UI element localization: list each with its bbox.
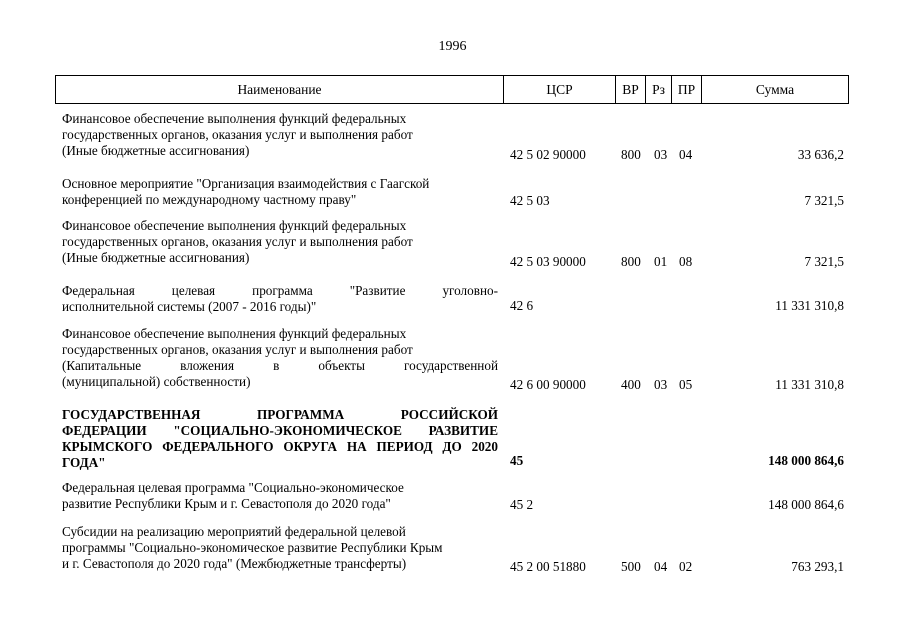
row-name-line: ГОСУДАРСТВЕННАЯ ПРОГРАММА РОССИЙСКОЙ: [62, 407, 498, 422]
row-name-line: (муниципальной) собственности): [62, 374, 251, 389]
row-csr: 42 6: [510, 298, 534, 313]
row-name-line: Федеральная целевая программа "Развитие уголовно-: [62, 283, 498, 298]
row-name-line: развитие Республики Крым и г. Севастополя до 2020 года": [62, 496, 391, 511]
row-name-line: государственных органов, оказания услуг и выполнения работ: [62, 127, 413, 142]
header-sum: Сумма: [755, 81, 795, 97]
header-vr: ВР: [616, 76, 646, 103]
row-name-line: государственных органов, оказания услуг и выполнения работ: [62, 342, 413, 357]
row-name-line: исполнительной системы (2007 - 2016 годы)": [62, 299, 317, 314]
row-vr: 800: [621, 147, 641, 162]
row-name-line: и г. Севастополя до 2020 года" (Межбюджетные трансферты): [62, 556, 407, 571]
row-rz: 01: [654, 254, 668, 269]
page-number: 1996: [438, 39, 467, 54]
row-pr: 02: [679, 559, 693, 574]
row-name-line: ГОДА": [62, 455, 106, 470]
header-csr: ЦСР: [504, 76, 616, 103]
row-vr: 500: [621, 559, 641, 574]
row-sum: 148 000 864,6: [768, 497, 844, 512]
row-name: [62, 407, 498, 471]
row-name-line: программы "Социально-экономическое развитие Республики Крым: [62, 540, 443, 555]
table-header: [55, 75, 849, 104]
row-csr: 42 5 03 90000: [510, 254, 586, 269]
row-name-line: КРЫМСКОГО ФЕДЕРАЛЬНОГО ОКРУГА НА ПЕРИОД ДО 2020: [62, 439, 498, 454]
row-name-line: ФЕДЕРАЦИИ "СОЦИАЛЬНО-ЭКОНОМИЧЕСКОЕ РАЗВИТИЕ: [62, 423, 498, 438]
row-pr: 08: [679, 254, 693, 269]
row-name-line: государственных органов, оказания услуг и выполнения работ: [62, 234, 413, 249]
row-csr: 42 5 02 90000: [510, 147, 586, 162]
header-name: Наименование: [56, 76, 504, 103]
row-rz: 03: [654, 377, 668, 392]
row-sum: 33 636,2: [797, 147, 844, 162]
row-vr: 400: [621, 377, 641, 392]
row-sum: 11 331 310,8: [775, 377, 844, 392]
row-name: [62, 111, 498, 159]
row-name-line: конференцией по международному частному праву": [62, 192, 357, 207]
row-csr: 45: [510, 453, 524, 468]
row-sum: 7 321,5: [804, 254, 844, 269]
row-csr: 45 2 00 51880: [510, 559, 586, 574]
row-name-line: Финансовое обеспечение выполнения функций федеральных: [62, 218, 407, 233]
row-sum: 7 321,5: [804, 193, 844, 208]
row-name-line: Федеральная целевая программа "Социально-экономическое: [62, 480, 404, 495]
row-name: [62, 326, 498, 390]
row-name: [62, 283, 498, 315]
row-name-line: (Капитальные вложения в объекты государственной: [62, 358, 498, 373]
row-name-line: Финансовое обеспечение выполнения функций федеральных: [62, 326, 407, 341]
row-name: [62, 218, 498, 266]
row-rz: 03: [654, 147, 668, 162]
row-csr: 42 6 00 90000: [510, 377, 586, 392]
row-pr: 05: [679, 377, 693, 392]
row-name-line: Субсидии на реализацию мероприятий федеральной целевой: [62, 524, 406, 539]
row-name-line: Финансовое обеспечение выполнения функций федеральных: [62, 111, 407, 126]
row-name-line: Основное мероприятие "Организация взаимодействия с Гаагской: [62, 176, 430, 191]
row-sum: 11 331 310,8: [775, 298, 844, 313]
row-name: [62, 524, 498, 572]
row-name: [62, 176, 498, 208]
row-sum: 763 293,1: [791, 559, 844, 574]
row-name-line: (Иные бюджетные ассигнования): [62, 143, 250, 158]
header-pr: ПР: [672, 76, 702, 103]
row-vr: 800: [621, 254, 641, 269]
row-csr: 45 2: [510, 497, 534, 512]
row-pr: 04: [679, 147, 693, 162]
row-name-line: (Иные бюджетные ассигнования): [62, 250, 250, 265]
row-rz: 04: [654, 559, 668, 574]
row-sum: 148 000 864,6: [768, 453, 844, 468]
row-name: [62, 480, 498, 512]
row-csr: 42 5 03: [510, 193, 550, 208]
header-rz: Рз: [646, 76, 672, 103]
